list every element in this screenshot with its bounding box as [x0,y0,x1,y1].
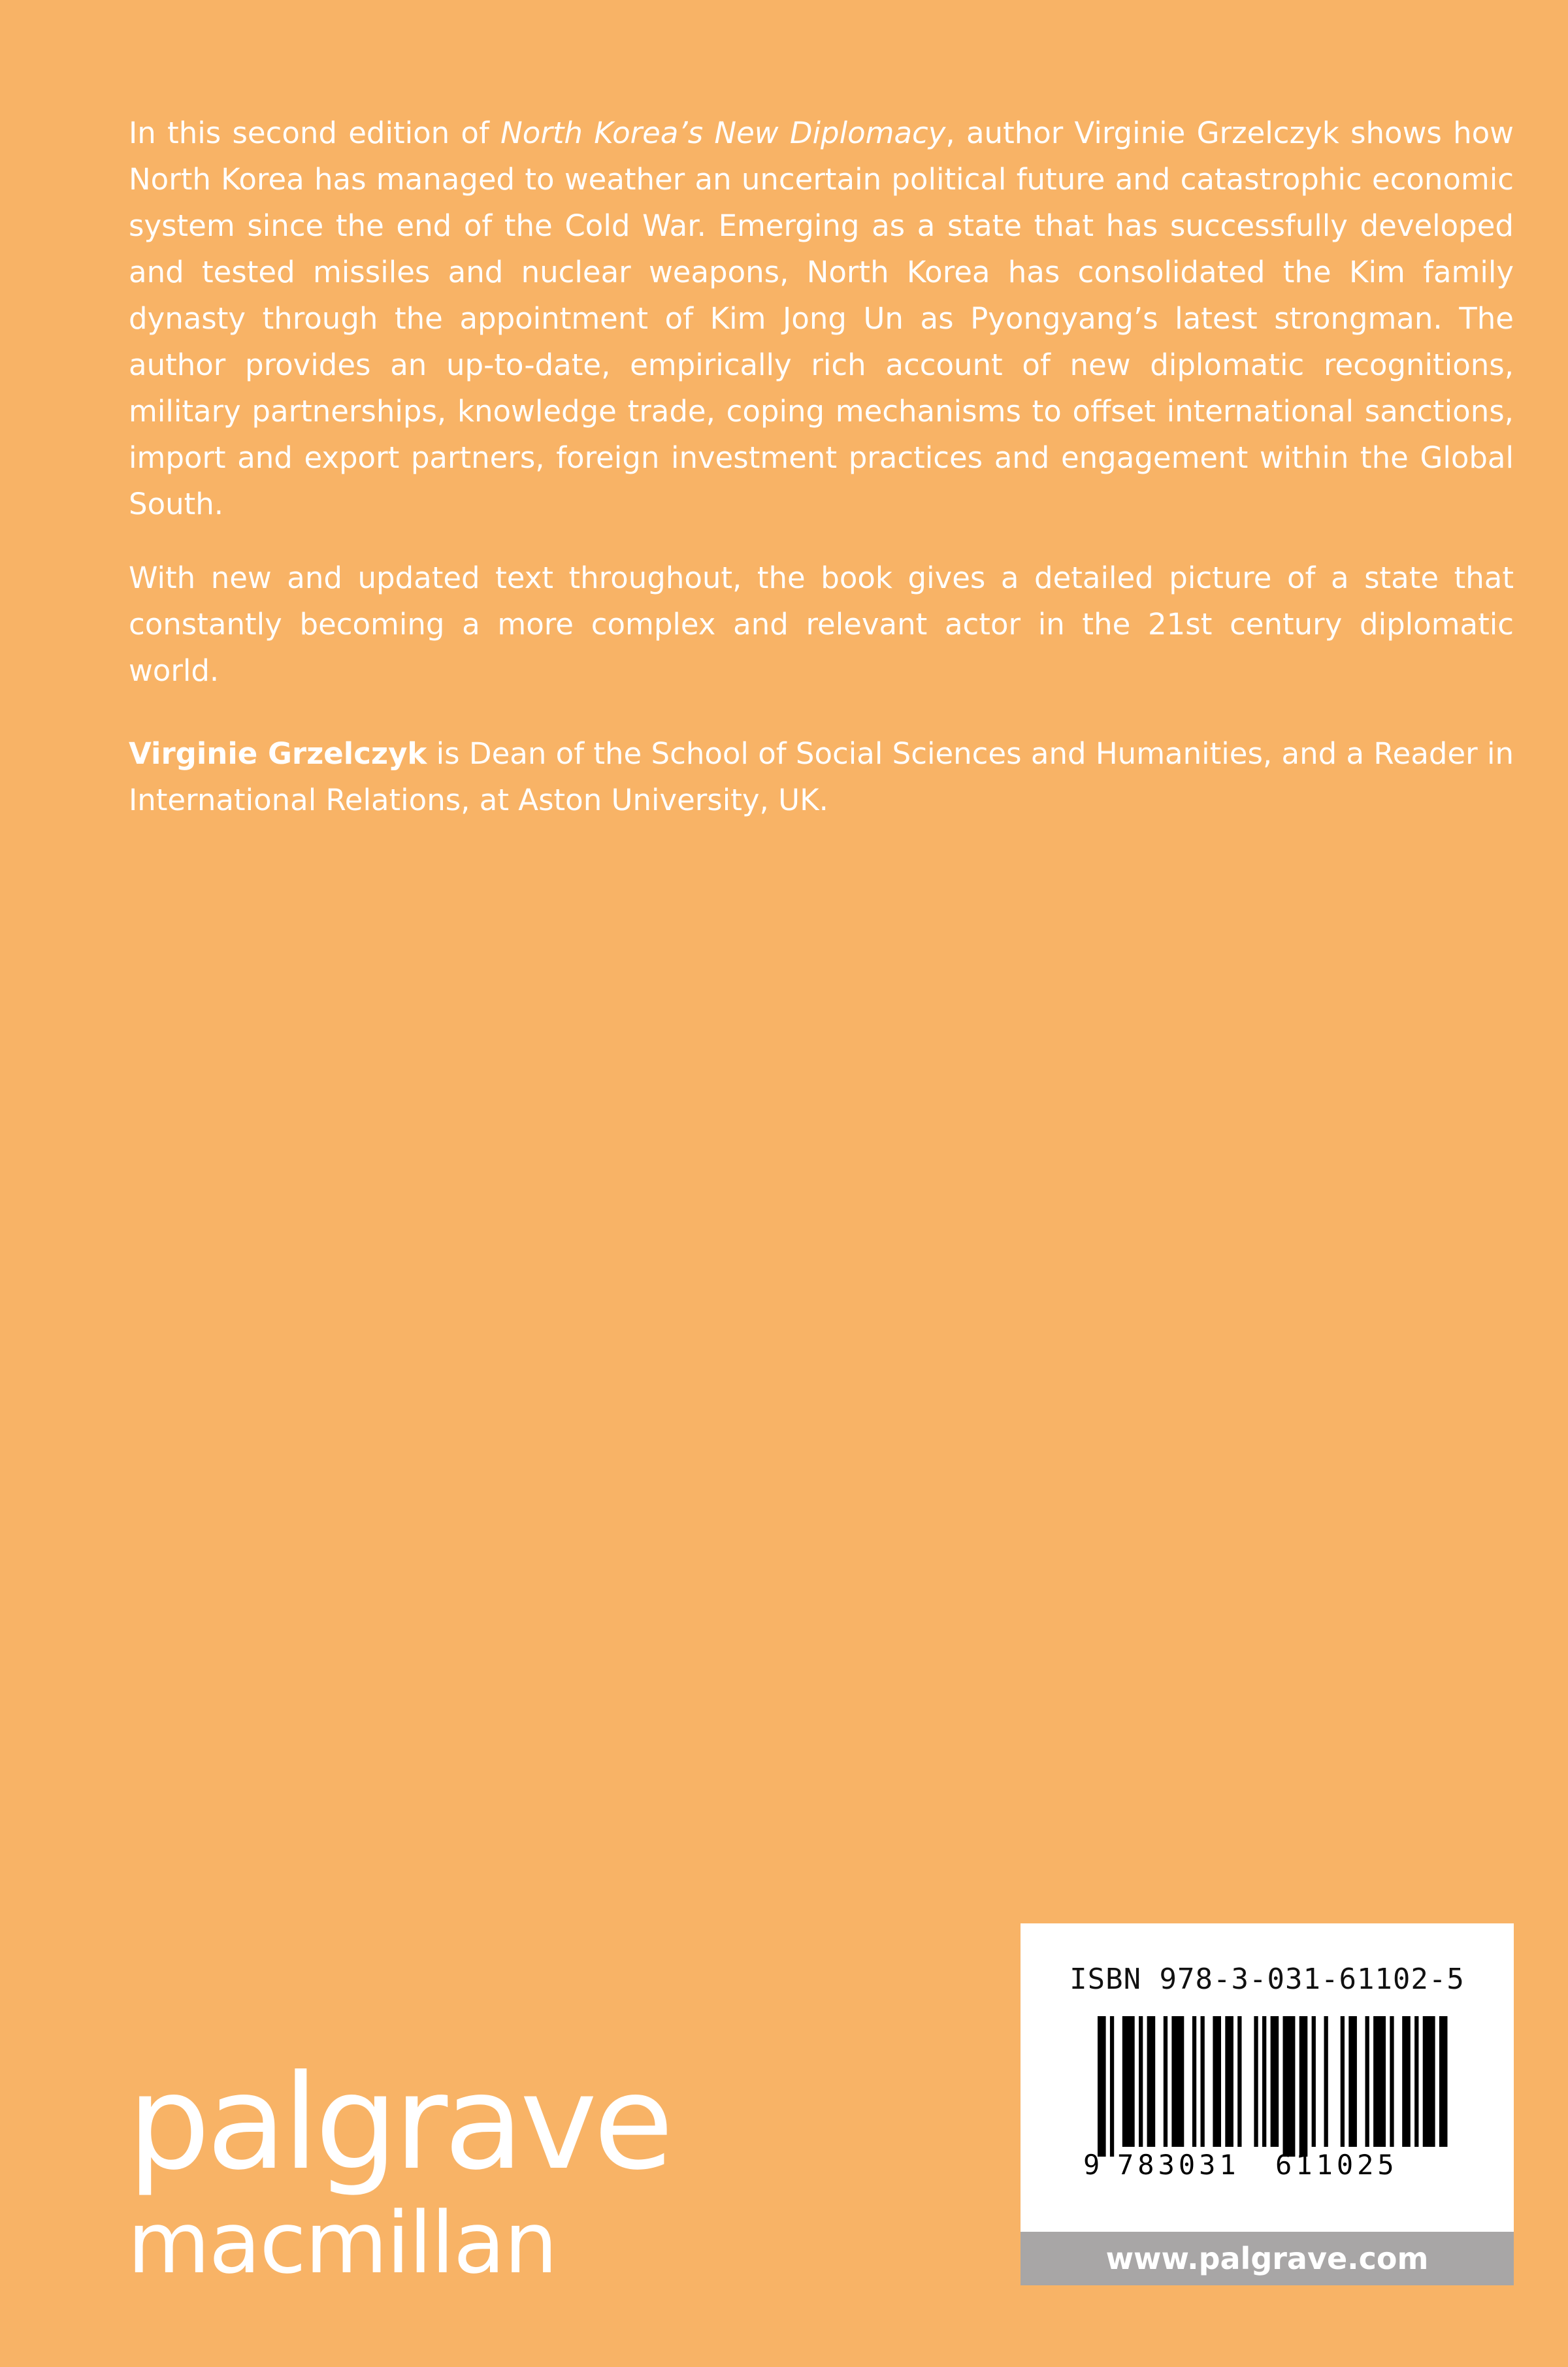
barcode-bar [1390,2016,1394,2147]
isbn-label: ISBN 978-3-031-61102-5 [1070,1963,1465,1996]
barcode-bar [1171,2016,1184,2147]
barcode-bar [1164,2016,1168,2147]
barcode-bar [1439,2016,1448,2147]
barcode-digits-left: 783031 [1117,2149,1240,2179]
barcode-bar [1348,2016,1357,2147]
author-bio [129,730,1514,823]
barcode-bar [1312,2016,1316,2147]
barcode-bar [1299,2016,1308,2157]
barcode-bar [1283,2016,1296,2157]
barcode-bar [1192,2016,1196,2147]
barcode-bar [1147,2016,1156,2147]
barcode-bar [1423,2016,1435,2147]
barcode-bar [1373,2016,1386,2147]
author-name: Virginie Grzelczyk [129,736,427,771]
barcode-bar [1098,2016,1106,2157]
publisher-logo [127,2047,670,2293]
barcode-bar [1237,2016,1241,2147]
barcode-bar [1365,2016,1369,2147]
barcode-bar [1324,2016,1328,2147]
blurb-paragraph-2: With new and updated text throughout, the book gives a detailed picture of a state that constantly becoming a more complex and relevant actor in the 21st century diplomatic world. [129,561,1514,688]
barcode-bar [1225,2016,1233,2147]
book-title: North Korea’s New Diplomacy [500,116,946,150]
author-bio-text: is Dean of the School of Social Sciences and Humanities, and a Reader in International Relations, at Aston University, UK. [129,736,1514,817]
barcode-bar [1402,2016,1411,2147]
barcode-icon [1079,2016,1458,2179]
barcode-bar [1201,2016,1205,2147]
blurb-body: , author Virginie Grzelczyk shows how North Korea has managed to weather an uncertain political future and catastrophic economic system since the end of the Cold War. Emerging as a state that has successfully developed and tested missiles and nuclear weapons, North Korea has consolidated the Kim family dynasty through the appointment of Kim Jong Un as Pyongyang’s latest strongman. The author provides an up-to-date, empirically rich account of new diplomatic recognitions, military partnerships, knowledge trade, coping mechanisms to offset international sanctions, import and export partners, foreign investment practices and engagement within the Global South. [129,116,1514,521]
barcode-digit-first: 9 [1083,2149,1100,2179]
blurb-intro: In this second edition of [129,116,501,150]
barcode-bar [1110,2016,1114,2157]
blurb-paragraph-1 [129,110,1514,527]
barcode-bar [1341,2016,1345,2147]
barcode-bar [1139,2016,1143,2147]
barcode-bar [1122,2016,1135,2147]
barcode-panel [1021,1923,1514,2283]
barcode-bar [1254,2016,1258,2147]
barcode-bar [1414,2016,1418,2147]
publisher-website: www.palgrave.com [1021,2232,1514,2285]
barcode-digits-right: 611025 [1275,2149,1398,2179]
back-cover-blurb [129,110,1514,851]
barcode-bar [1262,2016,1266,2147]
publisher-logo-line2: macmillan [127,2193,557,2293]
barcode-bar [1271,2016,1279,2147]
publisher-logo-line1: palgrave [127,2047,670,2199]
barcode-bar [1213,2016,1221,2147]
